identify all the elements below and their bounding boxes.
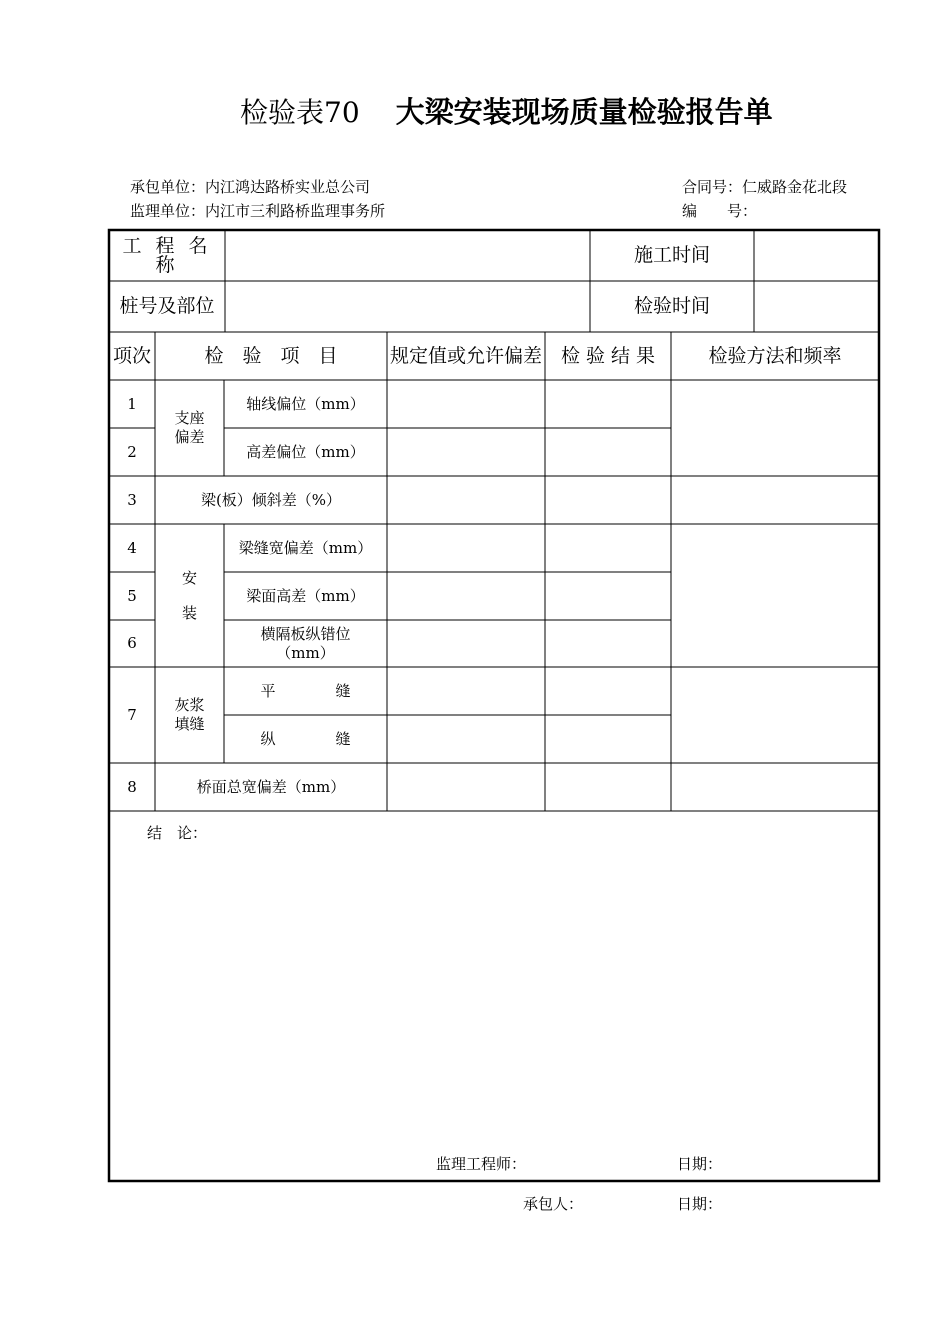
group-support-line1: 支座: [174, 409, 205, 427]
method-cell[interactable]: [671, 667, 879, 763]
contract-no-value: 仁威路金花北段: [742, 178, 848, 196]
item-beam-tilt: 梁(板）倾斜差（%）: [200, 490, 342, 509]
contractor-person-label: 承包人：: [523, 1195, 584, 1213]
group-support-line2: 偏差: [174, 428, 205, 446]
item-joint-width: 梁缝宽偏差（mm）: [238, 538, 373, 557]
row-number: 7: [127, 705, 137, 724]
result-cell[interactable]: [545, 572, 671, 620]
form-name: 大梁安装现场质量检验报告单: [395, 95, 773, 129]
contract-no-label: 合同号：: [682, 178, 743, 196]
result-cell[interactable]: [545, 380, 671, 428]
group-install-line1: 安: [181, 568, 197, 587]
inspection-time-field[interactable]: [754, 281, 879, 332]
serial-no-line: [682, 200, 757, 221]
contractor-line: [130, 176, 370, 197]
row-number: 3: [127, 490, 137, 509]
project-name-field[interactable]: [225, 230, 590, 281]
group-support-deviation: [155, 380, 224, 476]
spec-cell[interactable]: [387, 524, 545, 572]
result-cell[interactable]: [545, 763, 671, 811]
header-index: 项次: [112, 344, 151, 367]
row-number: 6: [127, 634, 137, 652]
date-label-supervisor: 日期：: [677, 1155, 723, 1173]
construction-time-field[interactable]: [754, 230, 879, 281]
spec-cell[interactable]: [387, 763, 545, 811]
item-height-offset: 高差偏位（mm）: [246, 442, 365, 461]
spec-cell[interactable]: [387, 667, 545, 715]
method-cell[interactable]: [671, 380, 879, 476]
header-item: 检 验 项 目: [204, 344, 338, 367]
spec-cell[interactable]: [387, 476, 545, 524]
supervisor-line: [130, 200, 385, 221]
serial-no-label: 编 号：: [682, 202, 758, 220]
item-diaphragm-line2: （mm）: [276, 643, 335, 662]
spec-cell[interactable]: [387, 715, 545, 763]
method-cell[interactable]: [671, 476, 879, 524]
supervisor-value: 内江市三利路桥监理事务所: [205, 202, 386, 220]
row-number: 8: [127, 777, 137, 796]
spec-cell[interactable]: [387, 428, 545, 476]
date-label-contractor: 日期：: [677, 1195, 723, 1213]
group-install-line2: 装: [181, 603, 197, 622]
contractor-value: 内江鸿达路桥实业总公司: [205, 178, 371, 196]
item-vertical-joint: 纵 缝: [260, 729, 351, 748]
header-spec: 规定值或允许偏差: [389, 344, 542, 367]
item-deck-width: 桥面总宽偏差（mm）: [196, 777, 346, 796]
form-code: 检验表70: [240, 96, 360, 129]
pile-location-label: 桩号及部位: [119, 295, 215, 317]
result-cell[interactable]: [545, 428, 671, 476]
result-cell[interactable]: [545, 476, 671, 524]
group-grout-line2: 填缝: [174, 715, 205, 733]
item-axis-offset: 轴线偏位（mm）: [246, 394, 365, 413]
supervisor-label: 监理单位：: [130, 202, 206, 220]
method-cell[interactable]: [671, 524, 879, 667]
group-install: [155, 524, 224, 667]
supervisor-engineer-label: 监理工程师：: [436, 1155, 527, 1173]
header-method: 检验方法和频率: [708, 344, 842, 367]
row-number: 4: [127, 538, 137, 557]
pile-location-field[interactable]: [225, 281, 590, 332]
project-name-label: 工 程 名 称: [122, 234, 212, 276]
spec-cell[interactable]: [387, 572, 545, 620]
item-diaphragm-offset: [224, 620, 387, 667]
item-diaphragm-line1: 横隔板纵错位: [260, 624, 351, 643]
form-title: [240, 90, 773, 131]
result-cell[interactable]: [545, 667, 671, 715]
group-grout: [155, 667, 224, 763]
row-number: 1: [127, 394, 137, 413]
result-cell[interactable]: [545, 524, 671, 572]
inspection-time-label: 检验时间: [633, 295, 710, 317]
item-surface-height: 梁面高差（mm）: [246, 586, 365, 605]
item-flat-joint: 平 缝: [260, 681, 351, 700]
group-grout-line1: 灰浆: [174, 696, 205, 714]
result-cell[interactable]: [545, 715, 671, 763]
method-cell[interactable]: [671, 763, 879, 811]
spec-cell[interactable]: [387, 380, 545, 428]
row-number: 2: [127, 442, 137, 461]
row-number: 5: [127, 586, 137, 605]
spec-cell[interactable]: [387, 620, 545, 667]
contract-no-line: [682, 176, 847, 197]
conclusion-label: 结 论：: [147, 824, 208, 842]
contractor-label: 承包单位：: [130, 178, 206, 196]
header-result: 检 验 结 果: [560, 344, 656, 367]
result-cell[interactable]: [545, 620, 671, 667]
construction-time-label: 施工时间: [633, 244, 710, 266]
